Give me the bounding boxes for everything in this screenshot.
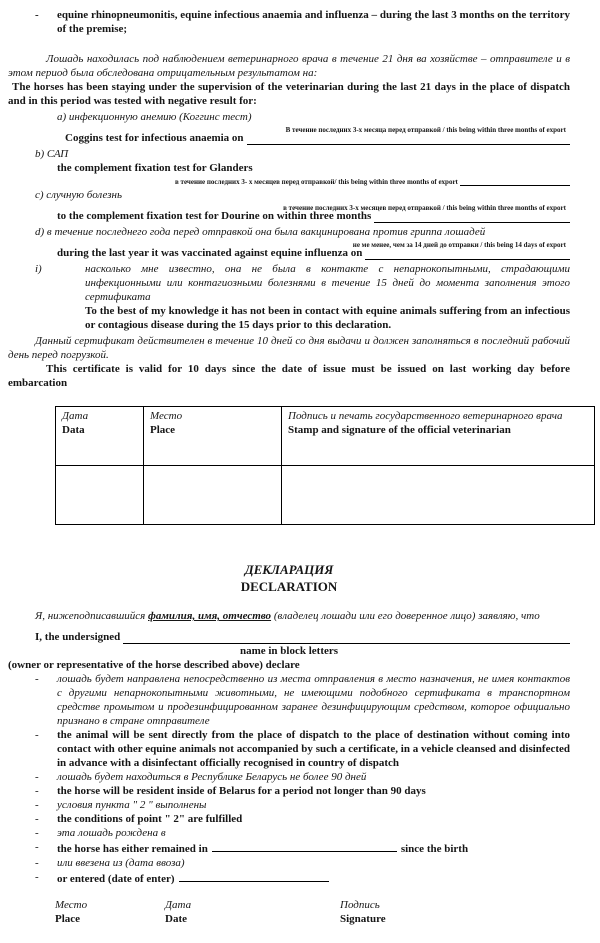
intro-post: (владелец лошади или его доверенное лицо) заявляю, что bbox=[271, 610, 540, 622]
declaration-bullet-7 bbox=[35, 826, 570, 840]
declaration-title-ru: ДЕКЛАРАЦИЯ bbox=[244, 562, 334, 577]
signature-footer bbox=[55, 898, 570, 926]
bullet-post: since the birth bbox=[400, 843, 469, 855]
bullet-pre: the horse has either remained in bbox=[57, 843, 208, 855]
declaration-bullet-10 bbox=[35, 870, 570, 886]
item-c-row bbox=[57, 203, 570, 223]
table-date-en: Data bbox=[62, 424, 85, 436]
supervision-paragraph-ru: Лошадь находилась под наблюдением ветеринарного врача в течение 21 дня ва хозяйстве – отправителе и в этом период была обследована отрицательным результатом на: bbox=[8, 53, 570, 79]
item-c-note: в течение последних 3-х месяцев перед отправкой / this being within three months of export bbox=[283, 204, 566, 212]
dash-marker: - bbox=[35, 771, 39, 783]
declaration-bullet-4 bbox=[35, 784, 570, 798]
undersigned-blank-line bbox=[123, 629, 570, 644]
table-empty-cell-signature bbox=[282, 466, 595, 525]
dash-marker: - bbox=[35, 871, 39, 883]
declaration-intro-ru bbox=[8, 609, 570, 623]
item-c-blank-line bbox=[283, 204, 570, 223]
table-place-ru: Место bbox=[150, 410, 183, 422]
bullet-text-ru: лошадь будет направлена непосредственно из места отправления в место назначения, не имея контактов с другими непарнокопытными животными, не имеющими подобного сертификата в транспортном средстве промытом и продезинфицированном заранее дезинфицирующим средством, которое официально признано в стране отправителе bbox=[57, 673, 570, 727]
footer-date-en: Date bbox=[165, 913, 187, 925]
table-cell-date bbox=[56, 407, 144, 466]
top-list-item bbox=[35, 8, 570, 36]
footer-place-ru: Место bbox=[55, 899, 88, 911]
footer-place bbox=[55, 898, 165, 926]
declaration-bullet-9 bbox=[35, 856, 570, 870]
table-cell-place bbox=[144, 407, 282, 466]
table-empty-cell-place bbox=[144, 466, 282, 525]
undersigned-row bbox=[35, 624, 570, 644]
item-b-note: в течение последних 3- х месяцев перед отправкой/ this being within three months of export bbox=[175, 178, 458, 186]
item-d-note: не ме менее, чем за 14 дней до отправки / this being 14 days of export bbox=[352, 241, 566, 249]
item-a-label-ru: а) инфекционную анемию (Коггинс тест) bbox=[57, 111, 252, 123]
blank-line bbox=[179, 870, 329, 882]
declaration-bullet-3 bbox=[35, 770, 570, 784]
item-b-blank-line bbox=[460, 177, 570, 186]
table-date-ru: Дата bbox=[62, 410, 89, 422]
footer-signature-ru: Подпись bbox=[340, 899, 380, 911]
owner-declare-line: (owner or representative of the horse described above) declare bbox=[8, 659, 300, 671]
certification-table bbox=[55, 406, 595, 525]
supervision-paragraph-en: The horses has been staying under the supervision of the veterinarian during the last 21 days in the place of dispatch and in this period was tested with negative result for: bbox=[8, 81, 570, 107]
item-a-text-en: Coggins test for infectious anaemia on bbox=[65, 132, 244, 144]
item-b-note-row bbox=[175, 175, 570, 186]
bullet-text-en bbox=[57, 870, 570, 886]
item-c-label-ru: с) случную болезнь bbox=[35, 189, 122, 201]
name-block-letters-caption: name in block letters bbox=[239, 645, 339, 657]
bullet-text-ru: или ввезена из (дата ввоза) bbox=[57, 857, 185, 869]
dash-marker: - bbox=[35, 857, 39, 869]
item-d-row bbox=[57, 240, 570, 260]
footer-signature-en: Signature bbox=[340, 913, 386, 925]
declaration-bullet-8 bbox=[35, 840, 570, 856]
declaration-title-en: DECLARATION bbox=[240, 579, 338, 594]
item-d-blank-line bbox=[352, 241, 570, 260]
table-header-row bbox=[56, 407, 595, 466]
table-empty-row bbox=[56, 466, 595, 525]
dash-marker: - bbox=[35, 729, 39, 741]
bullet-text-ru: лошадь будет находиться в Республике Беларусь не более 90 дней bbox=[57, 771, 367, 783]
footer-date bbox=[165, 898, 340, 926]
intro-pre: Я, нижеподписавшийся bbox=[35, 610, 148, 622]
item-b-label-ru: b) САП bbox=[35, 148, 69, 160]
item-b-text-en: the complement fixation test for Glanders bbox=[57, 162, 253, 174]
item-i-row bbox=[35, 262, 570, 332]
item-i-text-en: To the best of my knowledge it has not been in contact with equine animals suffering from an infectious or contagious disease during the 15 days prior to this declaration. bbox=[85, 305, 570, 331]
bullet-text-en: the conditions of point " 2" are fulfilled bbox=[57, 813, 243, 825]
item-a-blank-line bbox=[247, 126, 570, 145]
item-i-marker: i) bbox=[35, 263, 42, 275]
validity-paragraph-ru: Данный сертификат действителен в течение 10 дней со дня выдачи и должен заполняться в последний рабочий день перед погрузкой. bbox=[8, 335, 570, 361]
blank-line bbox=[212, 840, 397, 852]
dash-marker: - bbox=[35, 9, 39, 21]
item-d-label-ru: d) в течение последнего года перед отправкой она была вакцинирована против гриппа лошадей bbox=[35, 226, 486, 238]
item-a-note: В течение последних 3-х месяца перед отправкой / this being within three months of export bbox=[285, 126, 566, 134]
table-place-en: Place bbox=[150, 424, 176, 436]
table-sign-ru: Подпись и печать государственного ветеринарного врача bbox=[288, 410, 563, 422]
dash-marker: - bbox=[35, 827, 39, 839]
declaration-bullet-6 bbox=[35, 812, 570, 826]
item-i-body bbox=[85, 262, 570, 332]
validity-paragraph-en: This certificate is valid for 10 days since the date of issue must be issued on last working day before embarcation bbox=[8, 363, 570, 389]
table-empty-cell-date bbox=[56, 466, 144, 525]
dash-marker: - bbox=[35, 785, 39, 797]
bullet-text-ru: условия пункта " 2 " выполнены bbox=[57, 799, 207, 811]
item-i-text-ru: насколько мне известно, она не была в контакте с непарнокопытными, страдающими инфекционными или контагиозными болезнями в течение 15 дней до момента заполнения этого сертификата bbox=[85, 263, 570, 303]
bullet-text-en: the horse will be resident inside of Belarus for a period not longer than 90 days bbox=[57, 785, 426, 797]
bullet-pre: or entered (date of enter) bbox=[57, 873, 175, 885]
item-d-text-en: during the last year it was vaccinated against equine influenza on bbox=[57, 247, 363, 259]
declaration-bullet-2 bbox=[35, 728, 570, 770]
dash-marker: - bbox=[35, 841, 39, 853]
undersigned-label: I, the undersigned bbox=[35, 631, 121, 643]
item-c-text-en: to the complement fixation test for Dourine on within three months bbox=[57, 210, 372, 222]
dash-marker: - bbox=[35, 799, 39, 811]
declaration-bullet-5 bbox=[35, 798, 570, 812]
table-cell-signature bbox=[282, 407, 595, 466]
footer-signature bbox=[340, 898, 570, 926]
dash-marker: - bbox=[35, 813, 39, 825]
declaration-bullet-1 bbox=[35, 672, 570, 728]
footer-date-ru: Дата bbox=[165, 899, 192, 911]
footer-place-en: Place bbox=[55, 913, 81, 925]
dash-marker: - bbox=[35, 673, 39, 685]
bullet-text-ru: эта лошадь рождена в bbox=[57, 827, 166, 839]
bullet-text-en: the animal will be sent directly from the place of dispatch to the place of destination without coming into contact with other equine animals not accompanied by such a certificate, in a vehicle cleansed and disinfected in advance with a disinfectant officially recognised in country of dispatch bbox=[57, 729, 570, 769]
item-a-row bbox=[65, 125, 570, 145]
table-sign-en: Stamp and signature of the official veterinarian bbox=[288, 424, 511, 436]
top-item-text: equine rhinopneumonitis, equine infectious anaemia and influenza – during the last 3 months on the territory of the premise; bbox=[57, 9, 570, 35]
intro-underlined-name-fields: фамилия, имя, отчество bbox=[148, 610, 272, 622]
bullet-text-en bbox=[57, 840, 570, 856]
